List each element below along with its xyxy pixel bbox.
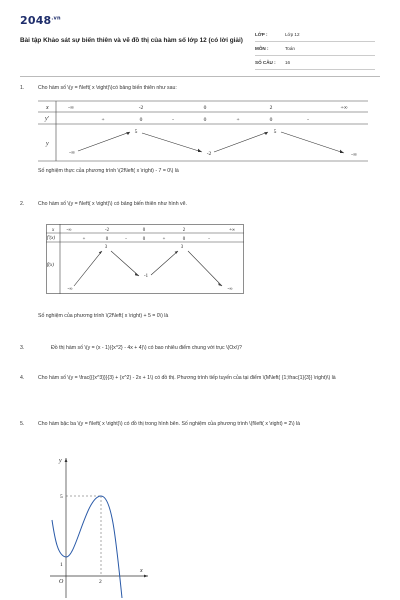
x-value: 0 — [142, 228, 146, 233]
sign: + — [82, 237, 86, 242]
question-number: 5. — [20, 421, 25, 427]
question-text: Đồ thị hàm số \(y = (x - 1)({x^2} - 4x + 4)\) có bao nhiêu điểm chung với trục \(Ox\)? — [51, 345, 242, 351]
x-value: 0 — [203, 105, 207, 111]
variation-table-2 — [46, 224, 244, 294]
question-number: 3. — [20, 345, 25, 351]
x-value: +∞ — [340, 105, 348, 111]
axis-label-y: y — [59, 458, 62, 464]
y-value: 5 — [134, 129, 138, 135]
meta-info — [255, 28, 375, 70]
x-value: -∞ — [66, 228, 72, 233]
tick-label-y1: 1 — [60, 562, 63, 568]
page-header — [20, 14, 380, 65]
sign: 0 — [142, 237, 146, 242]
sign: - — [125, 237, 127, 242]
question-text: Cho hàm số \(y = f\left( x \right)\) có bảng biến thiên như hình vẽ. — [38, 201, 187, 207]
y-value: 3 — [180, 245, 184, 250]
question-4 — [20, 374, 380, 392]
meta-key-class: LỚP : — [255, 32, 268, 37]
y-value: -1 — [144, 274, 148, 279]
sign: + — [162, 237, 166, 242]
y-axis-arrow — [65, 458, 68, 462]
variation-table-1 — [38, 100, 368, 162]
tick-label-y5: 5 — [60, 494, 63, 500]
row-label-x: x — [46, 105, 49, 111]
sign: + — [101, 117, 105, 123]
x-value: 2 — [269, 105, 273, 111]
meta-key-subject: MÔN : — [255, 46, 269, 51]
page-title: Bài tập Khảo sát sự biến thiên và vẽ đồ thị của hàm số lớp 12 (có lời giải) — [20, 37, 243, 44]
question-2 — [20, 200, 380, 210]
question-1 — [20, 84, 380, 94]
sign: 0 — [203, 117, 207, 123]
axis-label-x: x — [140, 568, 143, 574]
y-value: -∞ — [227, 287, 233, 292]
sign: 0 — [269, 117, 273, 123]
x-value: -2 — [105, 228, 109, 233]
row-label-x: x — [52, 228, 55, 233]
meta-value-count: 16 — [285, 60, 291, 65]
y-value: 3 — [104, 245, 108, 250]
sign: - — [307, 117, 309, 123]
x-value: -∞ — [68, 105, 74, 111]
x-value: 2 — [182, 228, 186, 233]
question-2-followup: Số nghiệm của phương trình \(2f\left( x \right) + 5 = 0\) là — [38, 313, 169, 319]
y-value: 5 — [273, 129, 277, 135]
sign: + — [236, 117, 240, 123]
y-value: -∞ — [351, 152, 357, 158]
sign: 0 — [139, 117, 143, 123]
x-value: +∞ — [228, 228, 236, 233]
y-value: -∞ — [69, 150, 75, 156]
question-3 — [20, 344, 380, 354]
row-label-dfx: f'(x) — [47, 236, 56, 241]
sign: - — [172, 117, 174, 123]
question-text: Cho hàm bậc ba \(y = f\left( x \right)\) có đồ thị trong hình bên. Số nghiệm của phương trình \(f\left( x \right) = 2\) là — [38, 421, 301, 427]
y-value: -2 — [206, 151, 212, 157]
sign: 0 — [105, 237, 109, 242]
tick-label-x2: 2 — [99, 579, 102, 585]
sign: - — [208, 237, 210, 242]
row-label-fx: f(x) — [47, 263, 54, 268]
cubic-function-graph — [44, 448, 154, 600]
question-number: 2. — [20, 201, 25, 207]
row-label-y: y — [46, 141, 49, 147]
header-divider — [20, 76, 380, 77]
y-value: -∞ — [67, 287, 73, 292]
site-logo[interactable]: $2048^{.vn}$ — [20, 14, 61, 27]
question-5 — [20, 420, 380, 438]
question-number: 1. — [20, 85, 25, 91]
question-text: Cho hàm số \(y = \frac{{{x^3}}}{3} + {x^2} - 2x + 1\) có đồ thị. Phương trình tiếp tuyến của tại điểm \(M\left( {1;\frac{1}{3}} \right)\) là — [38, 375, 336, 381]
question-1-followup: Số nghiệm thực của phương trình \(2f\left( x \right) - 7 = 0\) là — [38, 168, 179, 174]
question-number: 4. — [20, 375, 25, 381]
question-text: Cho hàm số \(y = f\left( x \right)\)có bảng biến thiên như sau: — [38, 85, 177, 91]
x-axis-arrow — [144, 575, 148, 578]
origin-label: O — [59, 579, 64, 585]
row-label-dy: y' — [45, 116, 49, 122]
sign: 0 — [182, 237, 186, 242]
meta-key-count: SỐ CÂU : — [255, 60, 276, 65]
meta-value-subject: Toán — [285, 46, 295, 51]
meta-value-class: Lớp 12 — [285, 32, 300, 37]
x-value: -2 — [138, 105, 144, 111]
